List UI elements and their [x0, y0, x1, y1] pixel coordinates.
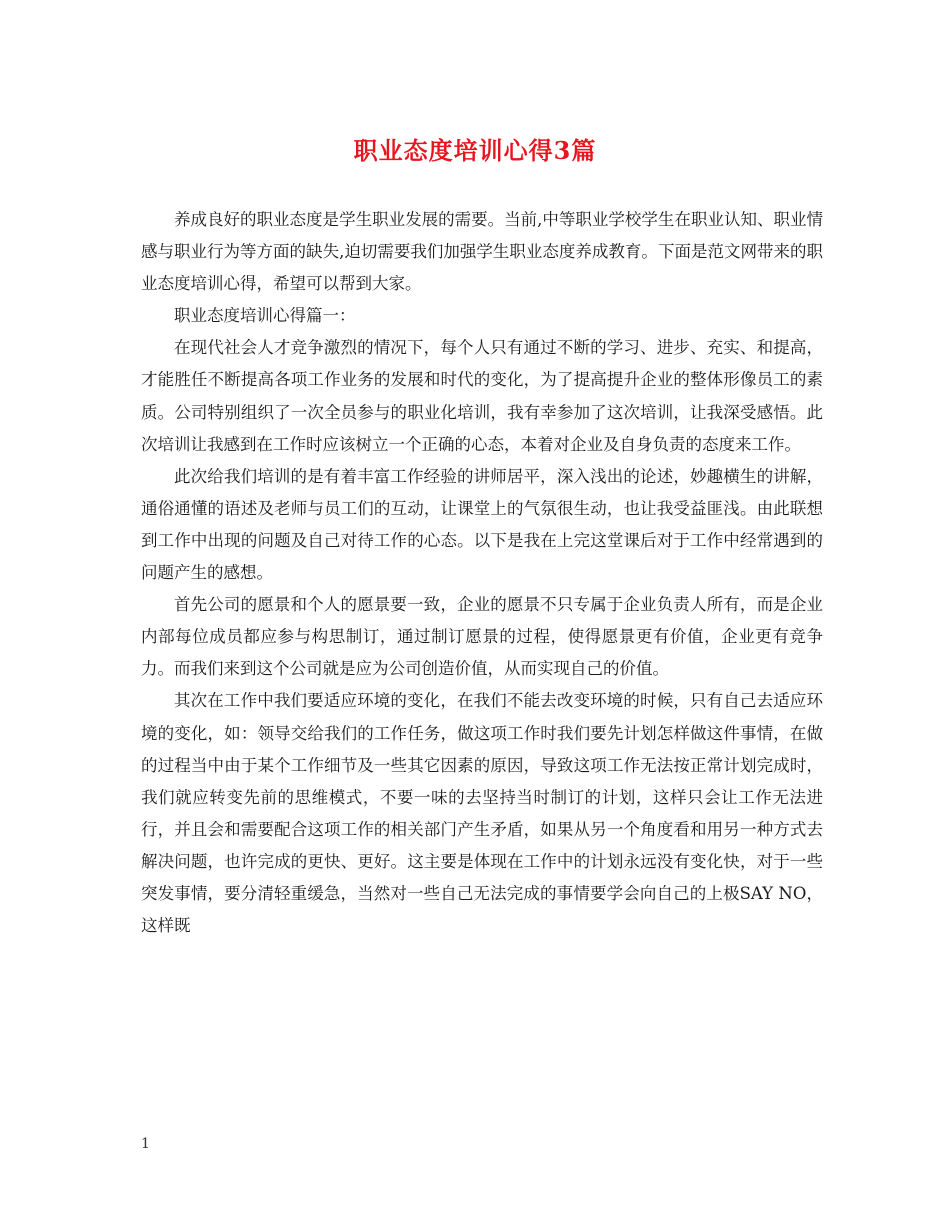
- page-number: 1: [141, 1136, 150, 1152]
- paragraph: 其次在工作中我们要适应环境的变化，在我们不能去改变环境的时候，只有自己去适应环境的变化，如：领导交给我们的工作任务，做这项工作时我们要先计划怎样做这件事情，在做的过程当中由于某个工作细节及一些其它因素的原因，导致这项工作无法按正常计划完成时，我们就应转变先前的思维模式，不要一味的去坚持当时制订的计划，这样只会让工作无法进行，并且会和需要配合这项工作的相关部门产生矛盾，如果从另一个角度看和用另一种方式去解决问题，也许完成的更快、更好。这主要是体现在工作中的计划永远没有变化快，对于一些突发事情，要分清轻重缓急，当然对一些自己无法完成的事情要学会向自己的上极SAY NO，这样既: [141, 691, 823, 936]
- paragraph-intro: 养成良好的职业态度是学生职业发展的需要。当前,中等职业学校学生在职业认知、职业情感与职业行为等方面的缺失,迫切需要我们加强学生职业态度养成教育。下面是范文网带来的职业态度培训心得，希望可以帮到大家。: [141, 210, 823, 294]
- document-title: 职业态度培训心得3篇: [353, 136, 597, 165]
- section-heading-part-one: 职业态度培训心得篇一：: [174, 306, 356, 326]
- paragraph: 首先公司的愿景和个人的愿景要一致，企业的愿景不只专属于企业负责人所有，而是企业内部每位成员都应参与构思制订，通过制订愿景的过程，使得愿景更有价值，企业更有竞争力。而我们来到这个公司就是应为公司创造价值，从而实现自己的价值。: [141, 595, 823, 679]
- document-body: [141, 204, 823, 942]
- paragraph: 在现代社会人才竞争激烈的情况下，每个人只有通过不断的学习、进步、充实、和提高，才能胜任不断提高各项工作业务的发展和时代的变化，为了提高提升企业的整体形像员工的素质。公司特别组织了一次全员参与的职业化培训，我有幸参加了这次培训，让我深受感悟。此次培训让我感到在工作时应该树立一个正确的心态，本着对企业及自身负责的态度来工作。: [141, 338, 823, 454]
- paragraph: 此次给我们培训的是有着丰富工作经验的讲师居平，深入浅出的论述，妙趣横生的讲解，通俗通懂的语述及老师与员工们的互动，让课堂上的气氛很生动，也让我受益匪浅。由此联想到工作中出现的问题及自己对待工作的心态。以下是我在上完这堂课后对于工作中经常遇到的问题产生的感想。: [141, 466, 823, 583]
